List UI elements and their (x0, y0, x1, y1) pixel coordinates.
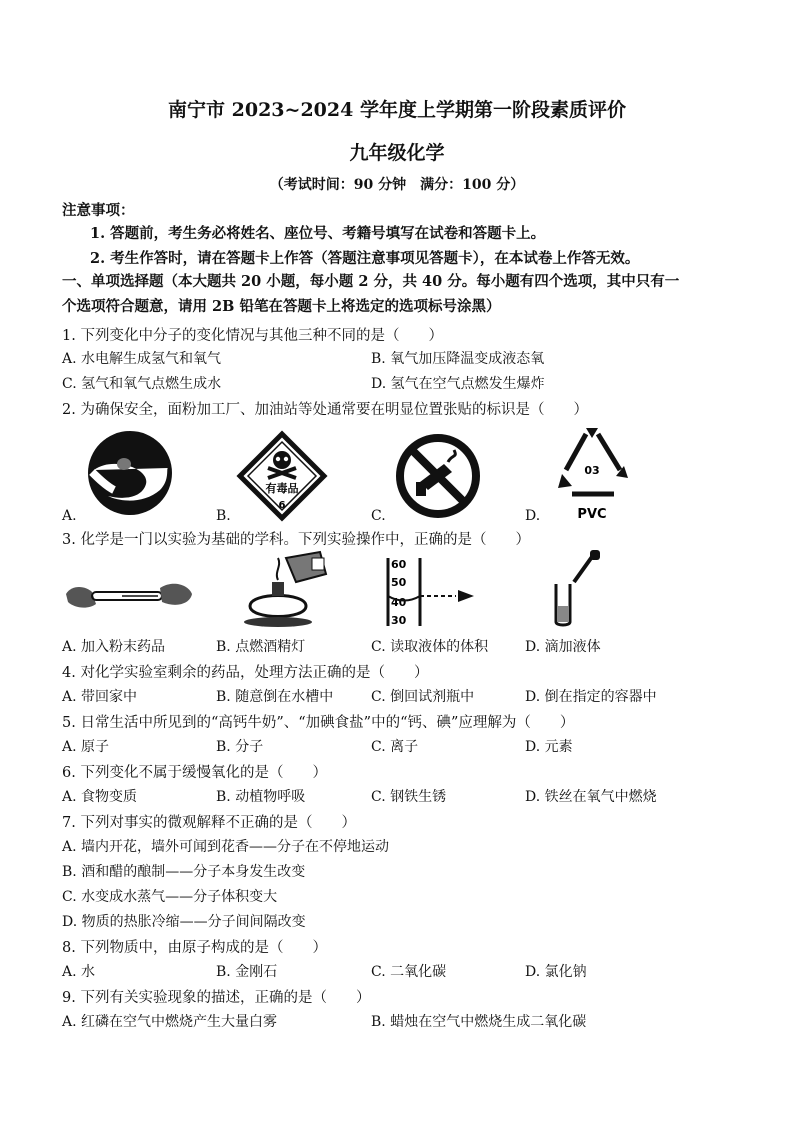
q4-option-c: C. 倒回试剂瓶中 (371, 689, 475, 705)
q1-option-d: D. 氢气在空气点燃发生爆炸 (371, 376, 545, 392)
q1-option-b: B. 氧气加压降温变成液态氧 (371, 351, 545, 367)
cylinder-tick-40: 40 (391, 596, 407, 609)
q4-option-b: B. 随意倒在水槽中 (216, 689, 334, 705)
q5-stem: 5. 日常生活中所见到的“高钙牛奶”、“加碘食盐”中的“钙、碘”应理解为（ ） (62, 715, 575, 731)
dropper-illustration-icon (548, 548, 608, 628)
note-item-1: 1. 答题前，考生务必将姓名、座位号、考籍号填写在试卷和答题卡上。 (90, 225, 546, 242)
q5-option-b: B. 分子 (216, 739, 264, 755)
q9-option-b: B. 蜡烛在空气中燃烧生成二氧化碳 (371, 1014, 587, 1030)
add-powder-illustration-icon (62, 570, 197, 620)
q4-stem: 4. 对化学实验室剩余的药品，处理方法正确的是（ ） (62, 665, 429, 681)
q6-option-c: C. 钢铁生锈 (371, 789, 447, 805)
q9-option-a: A. 红磷在空气中燃烧产生大量白雾 (62, 1014, 278, 1030)
section1-heading-line2: 个选项符合题意，请用 2B 铅笔在答题卡上将选定的选项标号涂黑） (62, 298, 501, 315)
q3-option-b: B. 点燃酒精灯 (216, 639, 306, 655)
q7-option-a: A. 墙内开花，墙外可闻到花香——分子在不停地运动 (62, 839, 390, 855)
q8-option-b: B. 金刚石 (216, 964, 278, 980)
toxic-sign-class: 6 (278, 500, 286, 511)
recycle-pvc-sign-icon (546, 422, 642, 522)
notes-heading: 注意事项： (62, 202, 135, 219)
flammable-sign-icon (84, 428, 180, 518)
q8-option-c: C. 二氧化碳 (371, 964, 447, 980)
exam-title: 南宁市 2023~2024 学年度上学期第一阶段素质评价 (168, 99, 626, 121)
q6-option-b: B. 动植物呼吸 (216, 789, 306, 805)
q2-option-b: B. (216, 508, 231, 524)
q7-stem: 7. 下列对事实的微观解释不正确的是（ ） (62, 815, 356, 831)
q5-option-d: D. 元素 (525, 739, 573, 755)
q2-option-c: C. (371, 508, 386, 524)
q3-stem: 3. 化学是一门以实验为基础的学科。下列实验操作中，正确的是（ ） (62, 532, 530, 548)
q3-option-a: A. 加入粉末药品 (62, 639, 166, 655)
recycle-label: PVC (577, 507, 607, 522)
q3-option-c: C. 读取液体的体积 (371, 639, 489, 655)
q6-option-a: A. 食物变质 (62, 789, 138, 805)
q1-option-c: C. 氢气和氧气点燃生成水 (62, 376, 222, 392)
q5-option-a: A. 原子 (62, 739, 110, 755)
alcohol-lamp-illustration-icon (236, 548, 336, 630)
toxic-sign-icon (236, 430, 328, 522)
cylinder-tick-30: 30 (391, 614, 407, 627)
q8-option-d: D. 氯化钠 (525, 964, 587, 980)
q8-option-a: A. 水 (62, 964, 96, 980)
q4-option-a: A. 带回家中 (62, 689, 138, 705)
q3-option-d: D. 滴加液体 (525, 639, 601, 655)
q5-option-c: C. 离子 (371, 739, 419, 755)
q1-stem: 1. 下列变化中分子的变化情况与其他三种不同的是（ ） (62, 328, 443, 344)
exam-subject: 九年级化学 (349, 142, 445, 164)
q7-option-d: D. 物质的热胀冷缩——分子间间隔改变 (62, 914, 306, 930)
q8-stem: 8. 下列物质中，由原子构成的是（ ） (62, 940, 327, 956)
toxic-sign-text: 有毒品 (265, 482, 299, 495)
q6-option-d: D. 铁丝在氧气中燃烧 (525, 789, 657, 805)
q6-stem: 6. 下列变化不属于缓慢氧化的是（ ） (62, 765, 327, 781)
q2-stem: 2. 为确保安全，面粉加工厂、加油站等处通常要在明显位置张贴的标识是（ ） (62, 402, 588, 418)
q1-option-a: A. 水电解生成氢气和氧气 (62, 351, 222, 367)
note-item-2: 2. 考生作答时，请在答题卡上作答（答题注意事项见答题卡），在本试卷上作答无效。 (90, 250, 640, 267)
cylinder-tick-50: 50 (391, 576, 407, 589)
q2-option-d: D. (525, 508, 541, 524)
exam-info: （考试时间：90 分钟 满分：100 分） (269, 177, 525, 193)
q7-option-b: B. 酒和醋的酿制——分子本身发生改变 (62, 864, 306, 880)
q9-stem: 9. 下列有关实验现象的描述，正确的是（ ） (62, 990, 371, 1006)
section1-heading (62, 269, 732, 319)
q4-option-d: D. 倒在指定的容器中 (525, 689, 657, 705)
graduated-cylinder-illustration-icon (382, 556, 492, 628)
q2-option-a: A. (62, 508, 77, 524)
q7-option-c: C. 水变成水蒸气——分子体积变大 (62, 889, 278, 905)
no-smoking-sign-icon (392, 432, 484, 520)
cylinder-tick-60: 60 (391, 558, 407, 571)
section1-heading-line1: 一、单项选择题（本大题共 20 小题，每小题 2 分，共 40 分。每小题有四个选项，其中只有一 (62, 273, 680, 290)
recycle-code: 03 (584, 464, 600, 477)
